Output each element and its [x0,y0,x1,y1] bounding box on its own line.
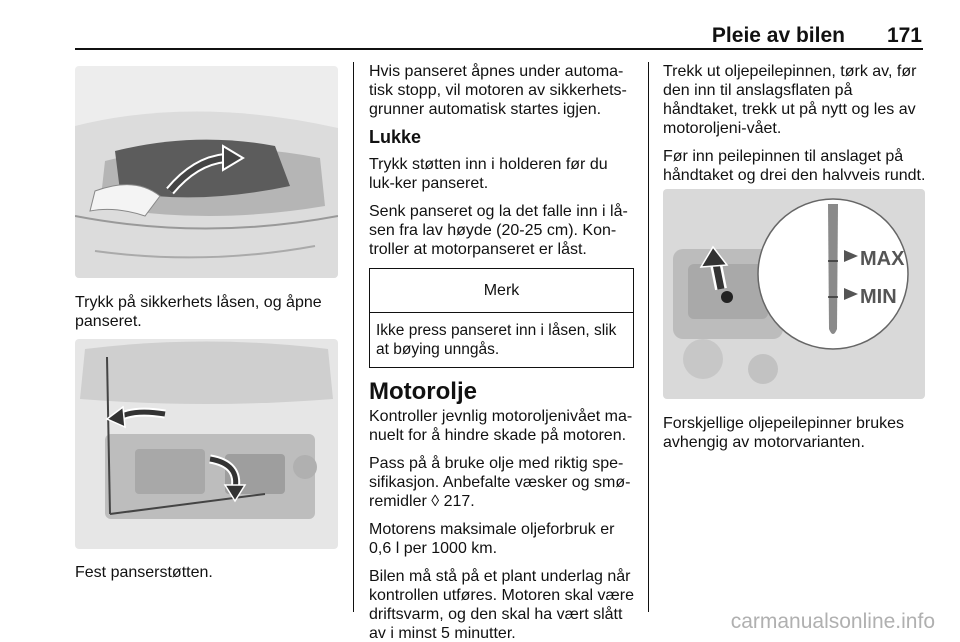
caption-dipstick-variants: Forskjellige oljepeilepinner brukes avhengig av motorvarianten. [663,415,905,451]
para-check-oil: Kontroller jevnlig motoroljenivået ma-nuelt for å hindre skade på motoren. [369,408,633,444]
note-box [369,268,634,368]
note-title: Merk [370,269,633,313]
heading-lukke: Lukke [369,127,422,147]
figure-dipstick [663,189,925,399]
page-number: 171 [886,24,922,47]
caption-fasten-stay: Fest panserstøtten. [75,564,213,581]
column-divider-2 [648,62,649,612]
figure-hood-stay [75,339,338,549]
para-press-stay: Trykk støtten inn i holderen før du luk-ker panseret. [369,156,608,192]
figure-hood-release [75,66,338,278]
header-rule [75,48,923,50]
para-level-surface: Bilen må stå på et plant underlag når kontrollen utføres. Motoren skal være driftsvarm, og den skal ha vært slått av i minst 5 minutter. [369,568,634,642]
dipstick-max-label: MAX [860,248,905,270]
para-lower-hood: Senk panseret og la det falle inn i lå-sen fra lav høyde (20-25 cm). Kon-troller at motorpanseret er låst. [369,203,628,258]
column-divider-1 [353,62,354,612]
note-body: Ikke press panseret inn i låsen, slik at bøying unngås. [376,322,617,358]
para-auto-stop: Hvis panseret åpnes under automa-tisk stopp, vil motoren av sikkerhets-grunner automatisk startes igjen. [369,63,627,118]
heading-motorolje: Motorolje [369,378,477,405]
para-oil-consumption: Motorens maksimale oljeforbruk er 0,6 l per 1000 km. [369,521,615,557]
para-insert-dipstick: Før inn peilepinnen til anslaget på håndtaket og drei den halvveis rundt. [663,148,926,184]
page-header-title: Pleie av bilen [711,24,845,47]
dipstick-min-label: MIN [860,286,897,308]
caption-open-hood: Trykk på sikkerhets låsen, og åpne panseret. [75,294,322,330]
watermark: carmanualsonline.info [730,610,935,633]
para-oil-spec: Pass på å bruke olje med riktig spe-sifikasjon. Anbefalte væsker og smø-remidler ◊ 217. [369,455,631,510]
para-pull-dipstick: Trekk ut oljepeilepinnen, tørk av, før den inn til anslagsflaten på håndtaket, trekk ut på nytt og les av motoroljeni-vået. [663,63,917,137]
